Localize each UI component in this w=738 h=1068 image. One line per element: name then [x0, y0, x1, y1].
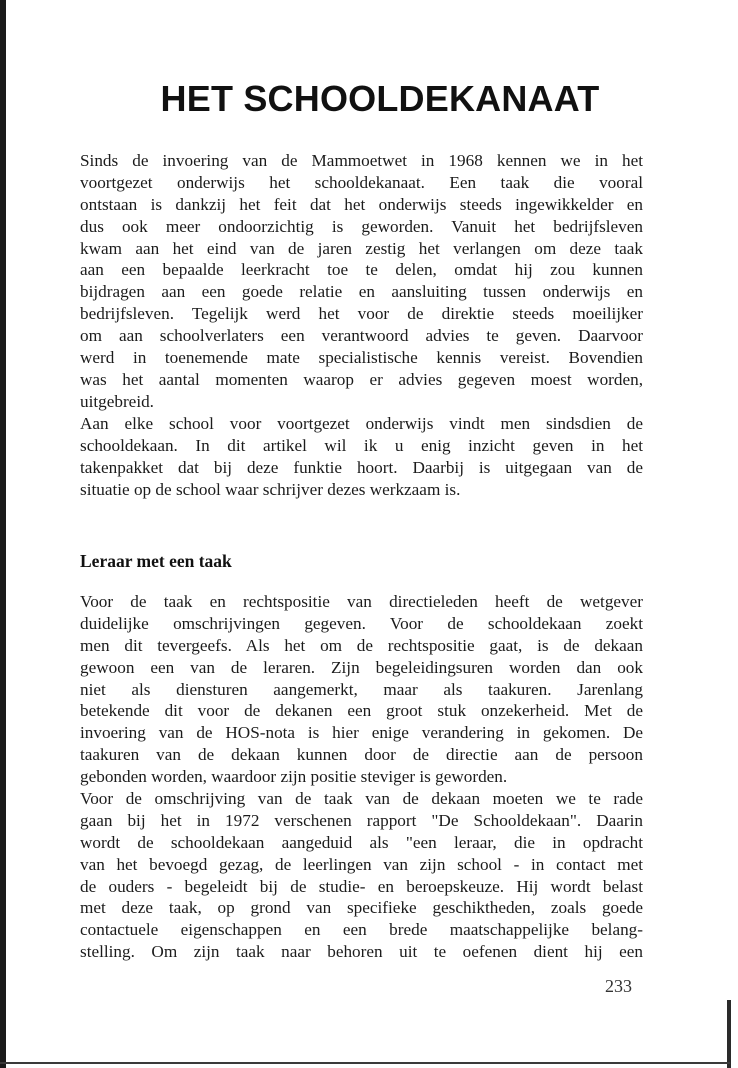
text-line: dus ook meer ondoorzichtig is geworden. Vanuit het bedrijfsleven	[80, 216, 643, 236]
page-bottom-edge	[0, 1062, 730, 1064]
text-line: gaan bij het in 1972 verschenen rapport "De Schooldekaan". Daarin	[80, 810, 643, 830]
text-line: men dit tevergeefs. Als het om de rechtspositie gaat, is de dekaan	[80, 635, 643, 655]
text-line: wordt de schooldekaan aangeduid als "een leraar, die in opdracht	[80, 832, 643, 852]
text-line: de ouders - begeleidt bij de studie- en beroepskeuze. Hij wordt belast	[80, 876, 643, 896]
text-line: kwam aan het eind van de jaren zestig het verlangen om deze taak	[80, 238, 643, 258]
text-line: niet als diensturen aangemerkt, maar als taakuren. Jarenlang	[80, 679, 643, 699]
paragraph-intro	[80, 150, 643, 413]
text-line: voortgezet onderwijs het schooldekanaat. Een taak die vooral	[80, 172, 643, 192]
text-line: bijdragen aan een goede relatie en aansluiting tussen onderwijs en	[80, 282, 643, 302]
text-line: takenpakket dat bij deze funktie hoort. Daarbij is uitgegaan van de	[80, 457, 643, 477]
text-line: Sinds de invoering van de Mammoetwet in 1968 kennen we in het	[80, 151, 643, 170]
page-edge-right	[727, 1000, 731, 1068]
text-line: ontstaan is dankzij het feit dat het onderwijs steeds ingewikkelder en	[80, 194, 643, 214]
text-line: Voor de omschrijving van de taak van de dekaan moeten we te rade	[80, 789, 643, 808]
text-line: schooldekaan. In dit artikel wil ik u enig inzicht geven in het	[80, 435, 643, 455]
text-line: was het aantal momenten waarop er advies gegeven moest worden,	[80, 369, 643, 389]
text-line: om aan schoolverlaters een verantwoord advies te geven. Daarvoor	[80, 326, 643, 346]
text-line: stelling. Om zijn taak naar behoren uit te oefenen dient hij een	[80, 942, 643, 962]
text-line: gebonden worden, waardoor zijn positie steviger is geworden.	[80, 767, 508, 787]
text-line: taakuren van de dekaan kunnen door de directie aan de persoon	[80, 745, 643, 765]
text-line: Aan elke school voor voortgezet onderwijs vindt men sindsdien de	[80, 414, 643, 433]
text-line: contactuele eigenschappen en een brede maatschappelijke belang-	[80, 920, 643, 940]
text-line: gewoon een van de leraren. Zijn begeleidingsuren worden dan ook	[80, 657, 643, 677]
text-line: duidelijke omschrijvingen gegeven. Voor de schooldekaan zoekt	[80, 613, 643, 633]
text-line: aan een bepaalde leerkracht toe te delen, omdat hij zou kunnen	[80, 260, 643, 280]
page-title: HET SCHOOLDEKANAAT	[160, 78, 600, 119]
paragraph-task-description	[80, 788, 643, 963]
text-line: werd in toenemende mate specialistische kennis vereist. Bovendien	[80, 348, 643, 368]
text-line: betekende dit voor de dekanen een groot stuk onzekerheid. Met de	[80, 701, 643, 721]
text-line: Voor de taak en rechtspositie van directieleden heeft de wetgever	[80, 592, 643, 611]
text-line: uitgebreid.	[80, 391, 154, 411]
page-number: 233	[605, 976, 632, 996]
page-edge-left	[0, 0, 6, 1068]
text-line: van het bevoegd gezag, de leerlingen van zijn school - in contact met	[80, 854, 643, 874]
paragraph-scope	[80, 413, 643, 501]
text-line: situatie op de school waar schrijver dezes werkzaam is.	[80, 479, 461, 499]
paragraph-legal-position	[80, 591, 643, 788]
section-heading: Leraar met een taak	[80, 551, 232, 571]
text-line: met deze taak, op grond van specifieke geschiktheden, zoals goede	[80, 898, 643, 918]
text-line: bedrijfsleven. Tegelijk werd het voor de direktie steeds moeilijker	[80, 304, 643, 324]
text-line: invoering van de HOS-nota is hier enige verandering in gekomen. De	[80, 723, 643, 743]
